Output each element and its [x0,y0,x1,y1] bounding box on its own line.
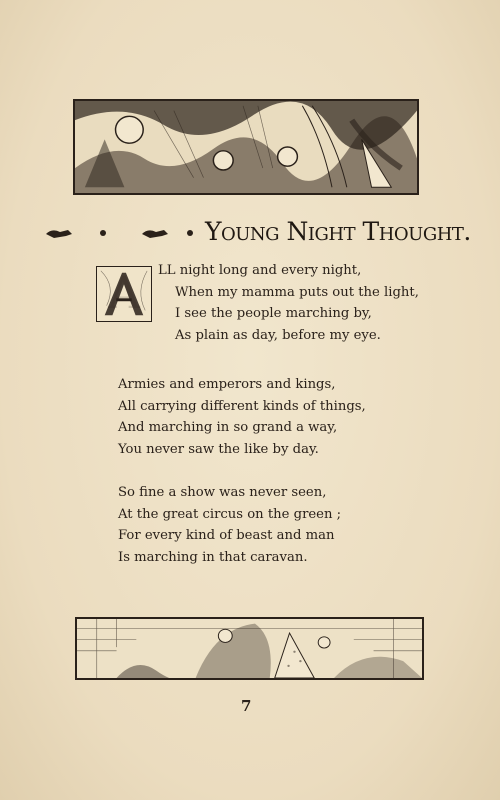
footer-illustration [75,617,424,680]
dog-ornament-icon [140,226,170,240]
poem-line: At the great circus on the green ; [118,506,342,522]
poem-line: Is marching in that caravan. [118,549,308,565]
poem-line: For every kind of beast and man [118,528,335,543]
page-number: 7 [241,697,252,715]
poem-line: As plain as day, before my eye. [175,327,381,343]
poem-line: And marching in so grand a way, [118,420,338,435]
dot-ornament-icon [185,228,195,238]
stanza-1 [158,260,419,346]
dropcap-initial [96,266,152,322]
poem-line: LL night long and every night, [158,263,362,278]
title-row [44,216,471,252]
dot-ornament-icon [98,228,108,238]
poem-line: Armies and emperors and kings, [118,377,336,392]
stanza-2 [118,374,366,460]
poem-title: Young Night Thought. [205,217,471,246]
poem-line: So fine a show was never seen, [118,485,327,500]
dropcap-letter: A [108,268,140,319]
poem-line: All carrying different kinds of things, [118,398,366,414]
header-illustration [73,99,419,195]
stanza-3 [118,482,341,568]
poem-line: You never saw the like by day. [118,441,319,457]
dog-ornament-icon [44,226,74,240]
poem-line: I see the people marching by, [175,306,372,321]
poem-line: When my mamma puts out the light, [175,284,419,300]
